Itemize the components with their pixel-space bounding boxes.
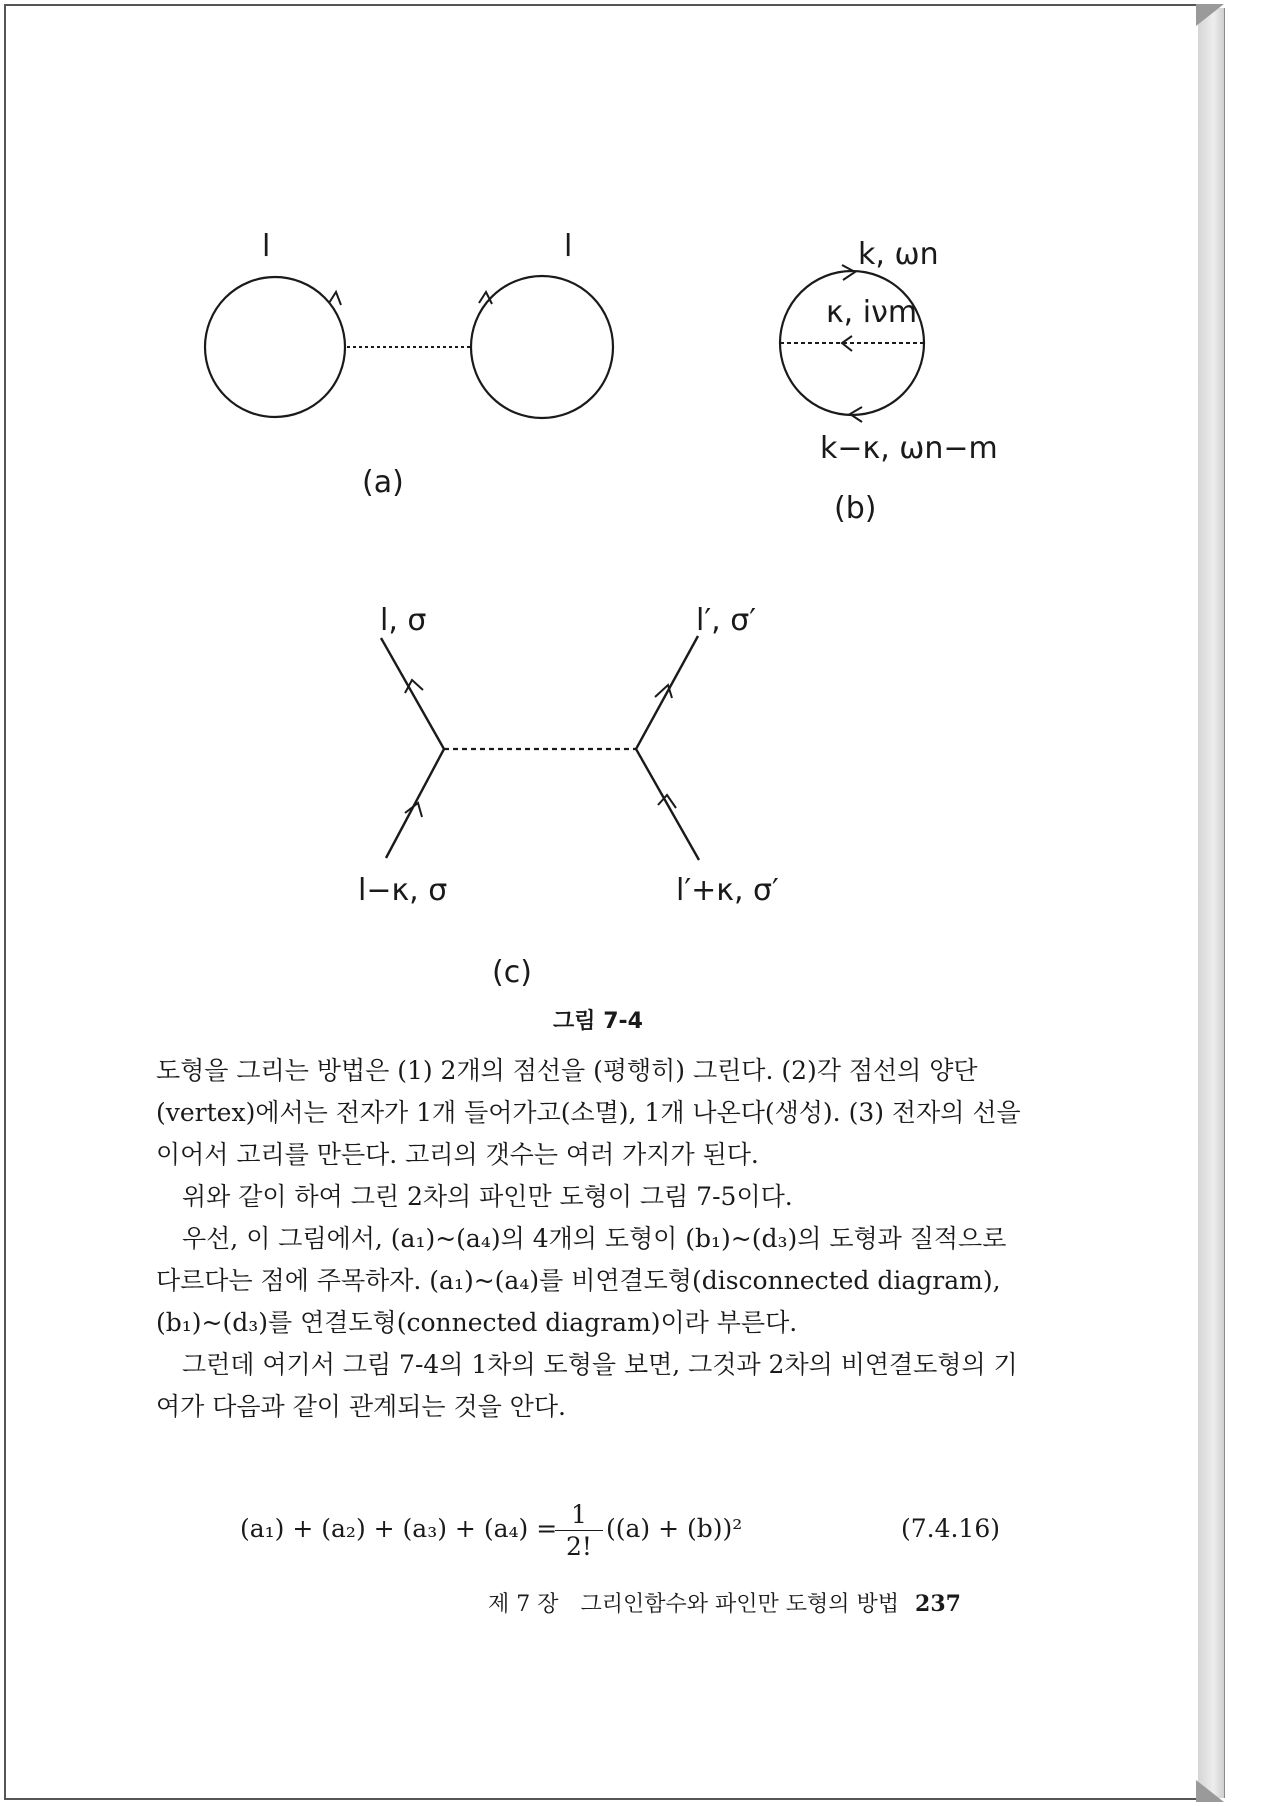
diagram-c-top-right-line xyxy=(636,636,698,749)
diagram-c-arrow-top-left xyxy=(405,680,423,693)
equation-7-4-16 xyxy=(240,1500,1000,1570)
diagram-a-right-loop-label: l xyxy=(564,229,573,264)
diagram-a-right-arrow xyxy=(479,292,492,304)
diagram-a-left-loop xyxy=(205,277,345,417)
diagram-c-arrow-top-right xyxy=(655,685,672,698)
diagram-c-bottom-left-line xyxy=(386,749,444,858)
equation-rhs: ((a) + (b))² xyxy=(606,1514,743,1543)
diagram-c-top-left-label: l, σ xyxy=(380,603,427,638)
diagram-a-label: (a) xyxy=(362,465,404,500)
page-number: 237 xyxy=(915,1591,961,1617)
diagram-a-left-loop-label: l xyxy=(262,229,271,264)
figure-caption: 그림 7-4 xyxy=(553,1009,643,1034)
body-text xyxy=(156,1050,1031,1428)
footer-title: 그리인함수와 파인만 도형의 방법 xyxy=(580,1592,900,1617)
diagram-c-bottom-right-label: l′+κ, σ′ xyxy=(676,873,779,908)
diagram-c-label: (c) xyxy=(492,955,532,990)
page-corner-bottom xyxy=(1196,1780,1224,1802)
diagram-b-top-label: k, ωn xyxy=(858,237,939,272)
diagram-b-label: (b) xyxy=(834,491,877,526)
page-footer xyxy=(488,1587,1008,1618)
diagram-b-bottom-label: k−κ, ωn−m xyxy=(820,431,998,466)
diagram-b-middle-label: κ, iνm xyxy=(826,295,918,330)
diagram-c-bottom-left-label: l−κ, σ xyxy=(358,873,448,908)
paragraph-disconnected: 우선, 이 그림에서, (a₁)~(a₄)의 4개의 도형이 (b₁)~(d₃)의 도형과 질적으로 다르다는 점에 주목하자. (a₁)~(a₄)를 비연결도형(disconnected diagram), (b₁)~(d₃)를 연결도형(connected diagram)이라 부른다. xyxy=(156,1224,1007,1337)
paragraph-second-order: 위와 같이 하여 그린 2차의 파인만 도형이 그림 7-5이다. xyxy=(182,1182,793,1211)
page-corner xyxy=(1196,4,1224,26)
diagram-c xyxy=(358,603,779,990)
equation-numerator: 1 xyxy=(555,1500,603,1531)
paragraph-relation: 그런데 여기서 그림 7-4의 1차의 도형을 보면, 그것과 2차의 비연결도형의 기여가 다음과 같이 관계되는 것을 안다. xyxy=(156,1350,1018,1421)
diagram-c-top-left-line xyxy=(381,638,444,749)
paragraph-drawing-method: 도형을 그리는 방법은 (1) 2개의 점선을 (평행히) 그린다. (2)각 점선의 양단(vertex)에서는 전자가 1개 들어가고(소멸), 1개 나온다(생성). (3) 전자의 선을 이어서 고리를 만든다. 고리의 갯수는 여러 가지가 된다. xyxy=(156,1056,1021,1169)
diagram-a xyxy=(205,229,613,500)
diagram-a-right-loop xyxy=(471,276,613,418)
footer-chapter: 제 7 장 xyxy=(488,1592,559,1617)
equation-fraction xyxy=(555,1500,603,1561)
equation-lhs: (a₁) + (a₂) + (a₃) + (a₄) = xyxy=(240,1514,558,1543)
page-edge-shadow xyxy=(1198,8,1225,1798)
diagram-c-bottom-right-line xyxy=(636,749,699,860)
equation-denominator: 2! xyxy=(566,1532,592,1561)
diagram-b xyxy=(780,237,998,526)
diagram-c-top-right-label: l′, σ′ xyxy=(696,603,757,638)
equation-number: (7.4.16) xyxy=(900,1514,1000,1543)
